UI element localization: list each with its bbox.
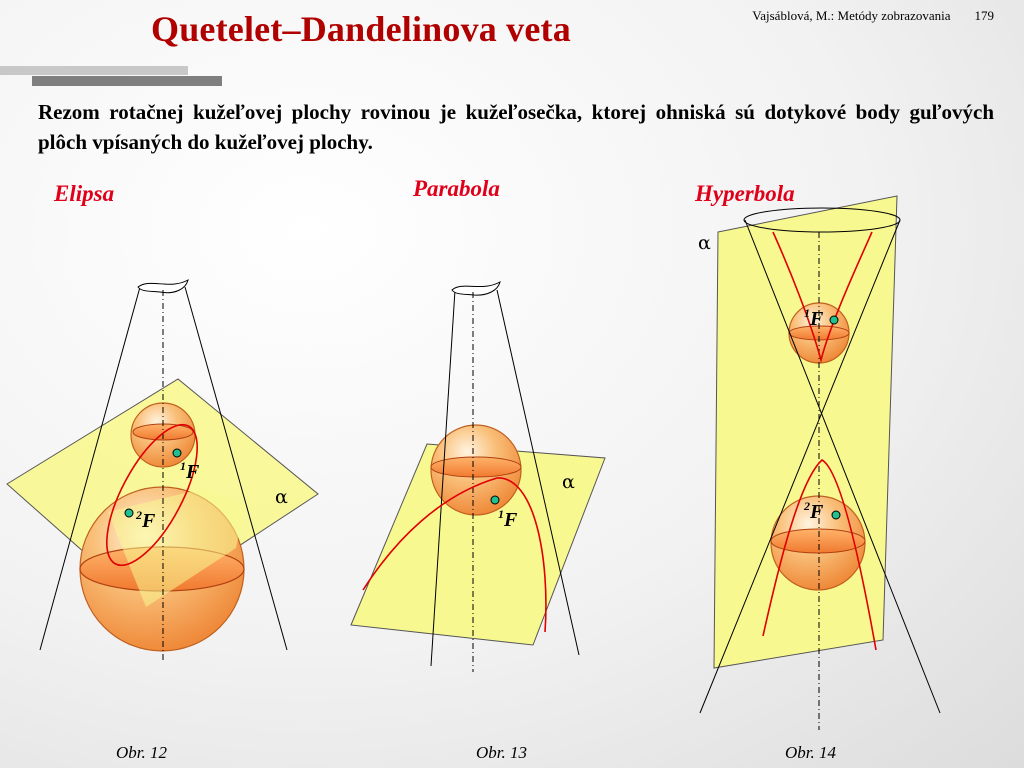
svg-text:1F: $^1$F — [180, 459, 200, 483]
caption-fig12: Obr. 12 — [116, 743, 168, 762]
page-number: 179 — [974, 8, 994, 23]
figure-elipsa — [7, 280, 318, 660]
svg-text:2F: $^2$F — [136, 508, 156, 532]
svg-text:α: α — [562, 471, 575, 493]
svg-text:2F: $^2$F — [804, 499, 824, 523]
caption-fig13: Obr. 13 — [476, 743, 528, 762]
svg-text:1F: $^1$F — [804, 306, 824, 330]
focus-2 — [832, 511, 840, 519]
svg-text:α: α — [275, 486, 288, 508]
figure-hyperbola — [698, 196, 940, 730]
svg-text:1F: $^1$F — [498, 507, 518, 531]
figure-parabola — [351, 282, 605, 672]
figure-title-parabola: Parabola — [413, 176, 500, 201]
focus-1 — [173, 449, 181, 457]
intro-text: Rezom rotačnej kužeľovej plochy rovinou je kužeľosečka, ktorej ohniská sú dotykové body guľových plôch vpísaných do kužeľovej plochy. — [38, 100, 994, 154]
plane-alpha-hyperbola — [714, 196, 897, 668]
svg-text:α: α — [698, 232, 711, 254]
page-title: Quetelet–Dandelinova veta — [151, 9, 571, 49]
figure-title-elipsa: Elipsa — [54, 181, 115, 206]
author-note: Vajsáblová, M.: Metódy zobrazovania — [752, 8, 951, 23]
caption-fig14: Obr. 14 — [785, 743, 837, 762]
focus-1 — [830, 316, 838, 324]
focus-2 — [125, 509, 133, 517]
focus-1 — [491, 496, 499, 504]
figure-title-hyperbola: Hyperbola — [695, 181, 795, 206]
